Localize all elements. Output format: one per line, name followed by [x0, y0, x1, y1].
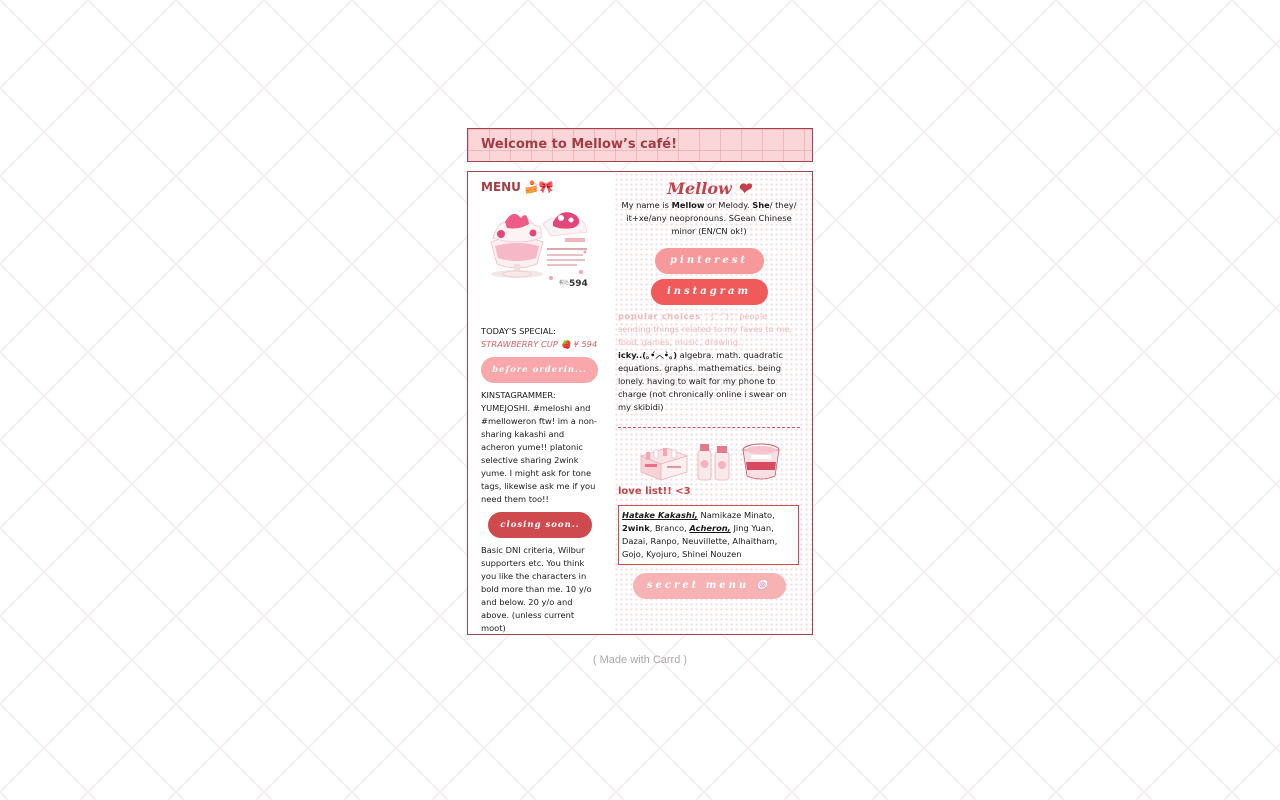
gift-box-image	[637, 442, 689, 482]
made-with-carrd-link[interactable]: ( Made with Carrd )	[592, 654, 688, 666]
dashed-divider	[618, 427, 800, 428]
welcome-banner	[467, 128, 813, 162]
love-link-kakashi[interactable]: Hatake Kakashi,	[622, 510, 698, 520]
main-card	[467, 171, 813, 635]
dessert-cup-image	[741, 440, 781, 482]
milk-bottles-image	[695, 440, 735, 482]
svg-text:税込: 税込	[559, 280, 570, 286]
product-images	[618, 439, 800, 482]
likes-text: popular choices ♡(˘ᵕ˘)♡ people sending things related to my faves to me, food, games, music, drawing. icky..(｡•́︿•̀｡) algebra. math. quadratic equations. graphs. mathematics. being lonely. having to wait for my phone to charge (not chronically online i swear on my skibidi)	[618, 311, 793, 412]
popular-choices-heading: popular choices	[618, 311, 701, 321]
special-value: STRAWBERRY CUP 🍓 ¥ 594	[481, 339, 598, 349]
dni-text: Basic DNI criteria, Wilbur supporters etc. You think you like the characters in bold more than me. 10 y/o and below. 20 y/o and above. (unless current moot)	[481, 545, 592, 633]
parfait-illustration	[481, 202, 597, 302]
kin-info-text: KINSTAGRAMMER: YUMEJOSHI. #meloshi and #melloweron ftw! im a non-sharing kakashi and acheron yume!! platonic selective sharing 2wink yume. I might ask for tone tags, likewise ask me if you need them too!!	[481, 390, 598, 504]
menu-title: MENU	[481, 180, 521, 194]
love-link-acheron[interactable]: Acheron,	[689, 523, 731, 533]
profile-name-title: Mellow ❤	[667, 179, 751, 198]
instagram-button[interactable]: instagram	[651, 279, 768, 305]
closing-soon-button[interactable]: closing soon..	[488, 512, 592, 538]
right-column	[614, 172, 813, 634]
intro-text: My name is Mellow or Melody. She/ they/ it+xe/any neopronouns. SGean Chinese minor (EN/CN ok!)	[621, 200, 797, 236]
icky-heading: icky..(｡•́︿•̀｡)	[618, 350, 678, 360]
love-list-box: Hatake Kakashi, Namikaze Minato, 2wink, Branco, Acheron, Jing Yuan, Dazai, Ranpo, Neuvillette, Alhaitham, Gojo, Kyojuro, Shinei Nouzen	[618, 505, 799, 565]
pinterest-button[interactable]: pinterest	[655, 248, 764, 274]
love-list-heading: love list!! <3	[618, 486, 691, 497]
left-column	[481, 179, 599, 635]
strawberry-parfait-image	[481, 202, 597, 302]
secret-menu-button[interactable]: secret menu 🍥	[633, 573, 786, 599]
price-tag: 594	[569, 279, 588, 289]
before-ordering-button[interactable]: before orderin...	[481, 357, 598, 383]
page-title: Welcome to Mellow’s café!	[481, 137, 678, 152]
menu-heading	[481, 179, 599, 195]
special-label: TODAY'S SPECIAL:	[481, 326, 556, 336]
cake-bow-icons: 🍰🎀	[523, 180, 554, 194]
